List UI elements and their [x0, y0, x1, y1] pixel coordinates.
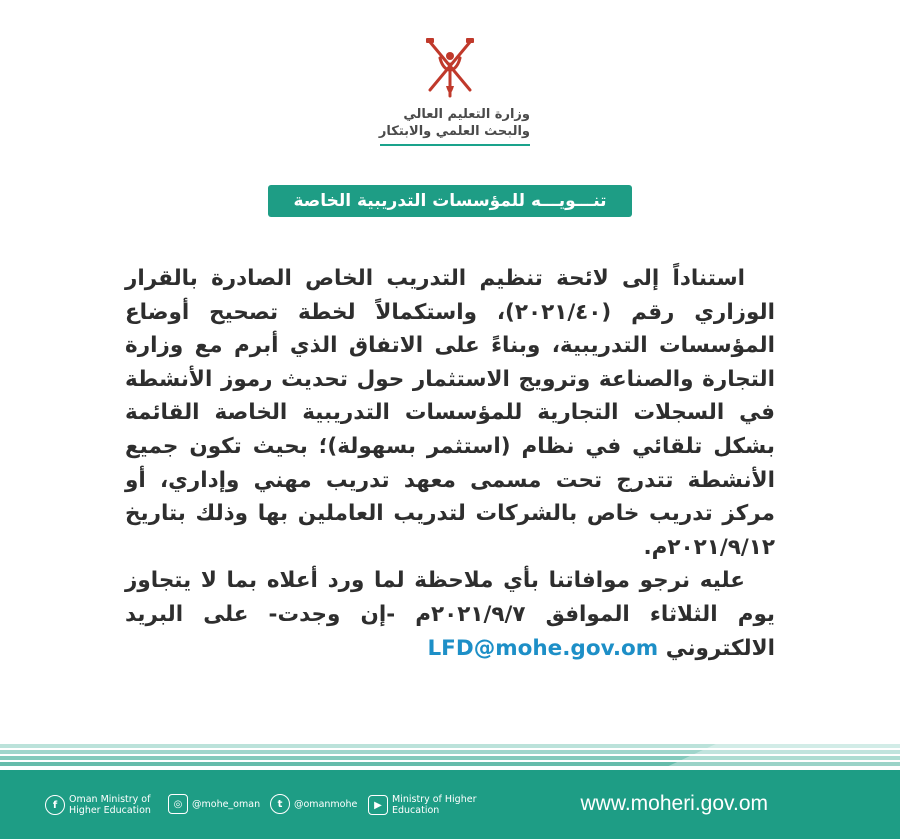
twitter-handle: @omanmohe	[294, 798, 358, 810]
ministry-name-line1: وزارة التعليم العالي	[403, 107, 530, 122]
facebook-link[interactable]	[45, 794, 151, 816]
instagram-icon: ◎	[168, 794, 188, 814]
instagram-link[interactable]	[168, 794, 260, 814]
notice-paragraph-1: استناداً إلى لائحة تنظيم التدريب الخاص الصادرة بالقرار الوزاري رقم (٢٠٢١/٤٠)، واستكمالاً لخطة تصحيح أوضاع المؤسسات التدريبية، وبناءً على الاتفاق الذي أبرم مع وزارة التجارة والصناعة وترويج الاستثمار حول تحديث رموز الأنشطة في السجلات التجارية للمؤسسات التدريبية الخاصة القائمة بشكل تلقائي في نظام (استثمر بسهولة)؛ بحيث تكون جميع الأنشطة تتدرج تحت مسمى معهد تدريب مهني وإداري، أو مركز تدريب خاص بالشركات لتدريب العاملين بها وذلك بتاريخ ٢٠٢١/٩/١٢م.	[125, 266, 775, 560]
ministry-underline	[380, 144, 530, 146]
footer	[0, 770, 900, 839]
notice-body	[125, 262, 775, 665]
website-link[interactable]: www.moheri.gov.om	[580, 792, 768, 815]
email-link[interactable]: LFD@mohe.gov.om	[427, 635, 659, 661]
notice-title: تنـــويـــه للمؤسسات التدريبية الخاصة	[293, 191, 607, 211]
youtube-line1: Ministry of Higher	[392, 794, 477, 805]
notice-paragraph-2	[125, 564, 775, 665]
youtube-line2: Education	[392, 805, 440, 816]
oman-emblem-icon	[420, 34, 480, 100]
youtube-link[interactable]	[368, 794, 476, 816]
notice-title-banner	[268, 185, 632, 217]
facebook-line2: Higher Education	[69, 805, 151, 816]
ministry-name	[370, 106, 530, 146]
twitter-icon: t	[270, 794, 290, 814]
youtube-icon: ▶	[368, 795, 388, 815]
twitter-link[interactable]	[270, 794, 357, 814]
footer-stripes	[0, 742, 900, 770]
instagram-handle: @mohe_oman	[192, 798, 261, 810]
notice-paragraph-2-text: عليه نرجو موافاتنا بأي ملاحظة لما ورد أعلاه بما لا يتجاوز يوم الثلاثاء الموافق ٢٠٢١/٩/٧م -إن وجدت- على البريد الالكتروني	[125, 568, 775, 661]
facebook-line1: Oman Ministry of	[69, 794, 151, 805]
ministry-name-line2: والبحث العلمي والابتكار	[378, 124, 530, 139]
facebook-icon: f	[45, 795, 65, 815]
